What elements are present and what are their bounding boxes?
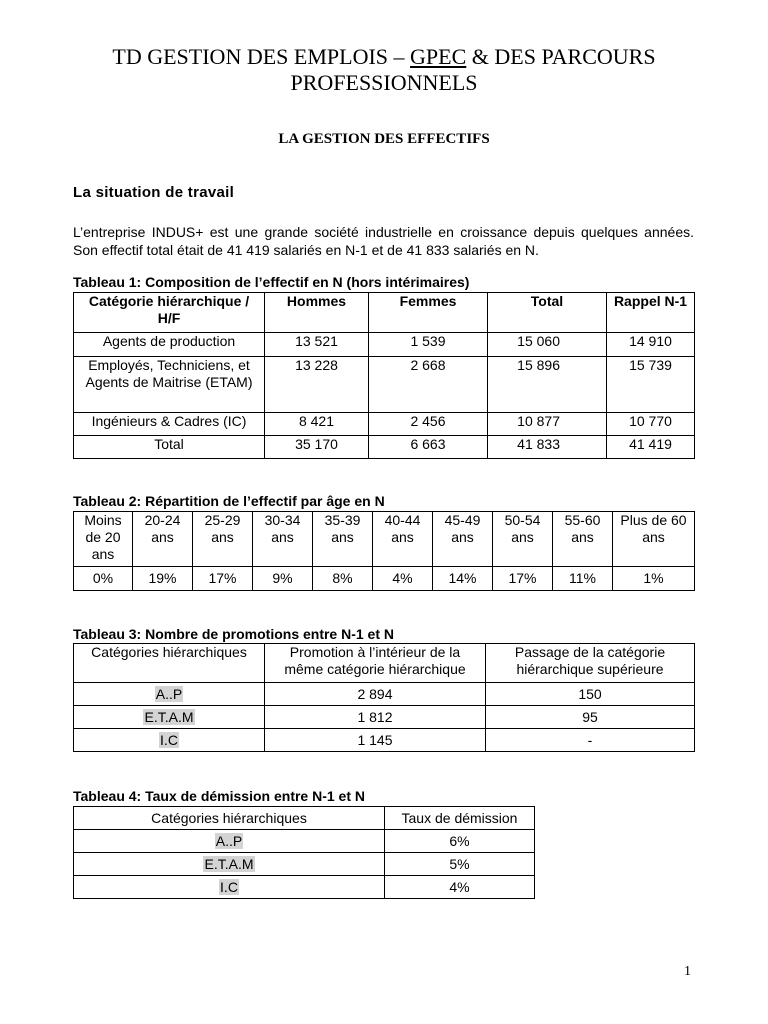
table-cell: 14 910 [607,333,695,357]
table-cell [74,876,385,899]
table-cell: 6 663 [369,436,488,459]
table-cell: 2 668 [369,357,488,413]
section-title: La situation de travail [73,184,235,201]
category-label: A..P [215,832,243,849]
table-cell [74,729,265,752]
table-cell: 15 896 [488,357,607,413]
table-row [74,706,695,729]
table-cell: 1 812 [265,706,486,729]
table-cell: 15 060 [488,333,607,357]
table-header-cell: 50-54 ans [493,512,553,567]
title-gpec: GPEC [410,44,467,69]
table-header-cell: Moins de 20 ans [74,512,133,567]
table-header-row [74,644,695,683]
table-header-cell: Rappel N-1 [607,293,695,333]
table-header-cell: 30-34 ans [253,512,313,567]
table-cell: Total [74,436,265,459]
table-row [74,413,695,436]
table-header-cell: 55-60 ans [553,512,613,567]
table-row [74,683,695,706]
table-header-cell: Passage de la catégorie hiérarchique supérieure [486,644,695,683]
table-header-cell: 20-24 ans [133,512,193,567]
table-cell: 5% [385,853,535,876]
table-row [74,436,695,459]
table-cell: Employés, Techniciens, et Agents de Maitrise (ETAM) [74,357,265,413]
title-part1: TD GESTION DES EMPLOIS – [112,44,411,69]
table-cell: 10 770 [607,413,695,436]
table1-effectif [73,292,695,459]
table-header-cell: Total [488,293,607,333]
table-cell: 2 456 [369,413,488,436]
intro-paragraph: L’entreprise INDUS+ est une grande société industrielle en croissance depuis quelques années. Son effectif total était de 41 419 salariés en N-1 et de 41 833 salariés en N. [73,224,694,258]
table-row [74,876,535,899]
table-cell: 6% [385,830,535,853]
table-cell: 17% [193,567,253,591]
page-number: 1 [684,964,691,979]
table-cell: 19% [133,567,193,591]
table-cell: 9% [253,567,313,591]
table-cell: 13 521 [265,333,369,357]
table-cell [74,683,265,706]
table1-caption: Tableau 1: Composition de l’effectif en N (hors intérimaires) [73,274,470,290]
table-cell: 1 539 [369,333,488,357]
table-cell: 1 145 [265,729,486,752]
table-cell: 0% [74,567,133,591]
table-row [74,567,695,591]
document-subtitle: LA GESTION DES EFFECTIFS [278,131,490,147]
table-row [74,729,695,752]
table-header-cell: Hommes [265,293,369,333]
document-title [60,44,708,96]
table-header-cell: Catégories hiérarchiques [74,644,265,683]
table-header-cell: Femmes [369,293,488,333]
table-header-cell: Taux de démission [385,807,535,830]
table-row [74,830,535,853]
table-cell: 8% [313,567,373,591]
table-cell: 41 833 [488,436,607,459]
table-header-cell: Plus de 60 ans [613,512,695,567]
table-cell [74,706,265,729]
category-label: E.T.A.M [204,855,254,872]
table4-caption: Tableau 4: Taux de démission entre N-1 et N [73,788,365,804]
table-cell: - [486,729,695,752]
table2-age [73,511,695,591]
table-header-cell: Catégories hiérarchiques [74,807,385,830]
title-part2: & DES PARCOURS [466,44,656,69]
table-cell: 2 894 [265,683,486,706]
table3-caption: Tableau 3: Nombre de promotions entre N-1 et N [73,626,395,642]
table-row [74,357,695,413]
table-cell: 4% [385,876,535,899]
table-cell: 8 421 [265,413,369,436]
table-header-cell: 40-44 ans [373,512,433,567]
table-header-row [74,293,695,333]
table-cell: Agents de production [74,333,265,357]
category-label: A..P [155,685,183,702]
table4-demission [73,806,535,899]
table-cell: Ingénieurs & Cadres (IC) [74,413,265,436]
table-header-row [74,512,695,567]
table-header-cell: Promotion à l’intérieur de la même catégorie hiérarchique [265,644,486,683]
table-cell: 15 739 [607,357,695,413]
table-row [74,333,695,357]
table-header-row [74,807,535,830]
table-cell: 17% [493,567,553,591]
table-header-cell: Catégorie hiérarchique / H/F [74,293,265,333]
category-label: I.C [160,731,178,748]
title-line2: PROFESSIONNELS [290,70,478,95]
table2-caption: Tableau 2: Répartition de l’effectif par âge en N [73,493,385,509]
table-cell: 11% [553,567,613,591]
table-cell: 95 [486,706,695,729]
table-header-cell: 25-29 ans [193,512,253,567]
table-cell: 10 877 [488,413,607,436]
table3-promotions [73,643,695,752]
table-row [74,853,535,876]
table-header-cell: 45-49 ans [433,512,493,567]
table-cell: 14% [433,567,493,591]
table-cell: 35 170 [265,436,369,459]
table-cell [74,853,385,876]
table-cell: 4% [373,567,433,591]
category-label: I.C [220,878,238,895]
table-header-cell: 35-39 ans [313,512,373,567]
table-cell [74,830,385,853]
category-label: E.T.A.M [144,708,194,725]
table-cell: 1% [613,567,695,591]
table-cell: 150 [486,683,695,706]
table-cell: 41 419 [607,436,695,459]
table-cell: 13 228 [265,357,369,413]
